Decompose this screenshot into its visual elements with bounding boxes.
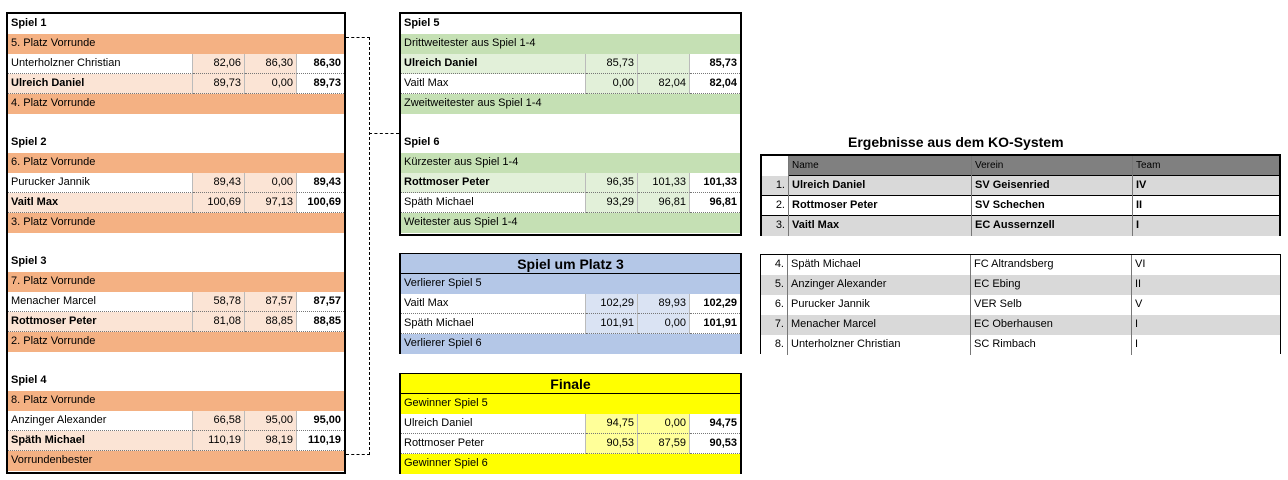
score-total: 89,43 xyxy=(297,173,344,193)
result-team: II xyxy=(1135,278,1142,290)
score-1: 93,29 xyxy=(586,193,638,213)
result-club: EC Aussernzell xyxy=(972,216,1133,236)
results-title: Ergebnisse aus dem KO-System xyxy=(848,134,1064,150)
result-rank: 6. xyxy=(761,295,788,315)
game-top-label: Kürzester aus Spiel 1-4 xyxy=(401,153,740,173)
result-rank: 3. xyxy=(762,216,789,236)
result-name: Späth Michael xyxy=(788,255,971,275)
score-total: 82,04 xyxy=(690,74,740,94)
player-row xyxy=(8,173,344,193)
player-row xyxy=(401,173,740,193)
result-club: EC Oberhausen xyxy=(971,315,1132,335)
player-row xyxy=(401,314,740,334)
player-name: Ulreich Daniel xyxy=(8,74,193,94)
player-name: Ulreich Daniel xyxy=(401,54,586,74)
result-name: Rottmoser Peter xyxy=(789,196,972,216)
result-rest-row xyxy=(761,295,1280,315)
player-name: Rottmoser Peter xyxy=(401,173,586,193)
player-row xyxy=(8,193,344,213)
result-rank: 1. xyxy=(762,176,789,196)
result-team: I xyxy=(1135,338,1139,350)
score-2: 98,19 xyxy=(245,431,297,451)
result-rank: 7. xyxy=(761,315,788,335)
game-top-label: 7. Platz Vorrunde xyxy=(8,272,344,292)
game-top-label: 6. Platz Vorrunde xyxy=(8,153,344,173)
results-rest-table xyxy=(760,254,1281,354)
result-team: VI xyxy=(1135,258,1146,270)
results-header-blank xyxy=(762,156,789,176)
player-name: Unterholzner Christian xyxy=(8,54,193,74)
player-row xyxy=(8,411,344,431)
results-header-2: Team xyxy=(1136,160,1161,171)
result-name: Unterholzner Christian xyxy=(788,335,971,355)
player-row xyxy=(401,74,740,94)
result-top-row xyxy=(762,196,1279,216)
game-title: Spiel 6 xyxy=(404,136,440,148)
result-top-row xyxy=(762,176,1279,196)
player-name: Rottmoser Peter xyxy=(8,312,193,332)
score-2: 0,00 xyxy=(638,314,690,334)
player-name: Vaitl Max xyxy=(8,193,193,213)
game-title: Spiel 1 xyxy=(11,17,47,29)
score-1: 94,75 xyxy=(586,414,638,434)
result-team: II xyxy=(1136,199,1143,211)
connector-vertical xyxy=(369,37,370,455)
score-total: 95,00 xyxy=(297,411,344,431)
game-title: Spiel 2 xyxy=(11,136,47,148)
result-club: SV Geisenried xyxy=(972,176,1133,196)
result-top-row xyxy=(762,216,1279,236)
spiel-5-6-block xyxy=(399,12,742,236)
score-2: 95,00 xyxy=(245,411,297,431)
result-rest-row xyxy=(761,335,1280,355)
game-title: Spiel 4 xyxy=(11,374,47,386)
player-name: Vaitl Max xyxy=(401,74,586,94)
player-name: Rottmoser Peter xyxy=(401,434,586,454)
score-total: 87,57 xyxy=(297,292,344,312)
score-total: 86,30 xyxy=(297,54,344,74)
player-row xyxy=(8,431,344,451)
result-rank: 8. xyxy=(761,335,788,355)
score-2: 87,59 xyxy=(638,434,690,454)
score-2: 0,00 xyxy=(245,74,297,94)
player-name: Purucker Jannik xyxy=(8,173,193,193)
player-row xyxy=(8,54,344,74)
score-1: 96,35 xyxy=(586,173,638,193)
game-bottom-label: 3. Platz Vorrunde xyxy=(8,213,344,233)
player-name: Menacher Marcel xyxy=(8,292,193,312)
score-2 xyxy=(638,54,690,74)
result-club: SC Rimbach xyxy=(971,335,1132,355)
result-team: I xyxy=(1135,318,1139,330)
score-2: 86,30 xyxy=(245,54,297,74)
score-2: 88,85 xyxy=(245,312,297,332)
game-top-label: 8. Platz Vorrunde xyxy=(8,391,344,411)
score-2: 87,57 xyxy=(245,292,297,312)
score-1: 90,53 xyxy=(586,434,638,454)
connector-bottom xyxy=(346,454,370,455)
score-total: 102,29 xyxy=(690,294,740,314)
result-rank: 2. xyxy=(762,196,789,216)
player-name: Anzinger Alexander xyxy=(8,411,193,431)
game-top-label: Verlierer Spiel 5 xyxy=(401,274,740,294)
player-name: Späth Michael xyxy=(8,431,193,451)
game-title: Spiel 5 xyxy=(404,17,440,29)
connector-top xyxy=(346,37,370,38)
player-row xyxy=(8,292,344,312)
game-bottom-label: Vorrundenbester xyxy=(8,451,344,471)
score-2: 96,81 xyxy=(638,193,690,213)
result-name: Menacher Marcel xyxy=(788,315,971,335)
results-header-row xyxy=(762,156,1279,176)
game-top-label: Drittweitester aus Spiel 1-4 xyxy=(401,34,740,54)
game-bottom-label: Zweitweitester aus Spiel 1-4 xyxy=(401,94,740,114)
score-1: 110,19 xyxy=(193,431,245,451)
score-total: 101,33 xyxy=(690,173,740,193)
score-1: 82,06 xyxy=(193,54,245,74)
score-total: 85,73 xyxy=(690,54,740,74)
score-2: 89,93 xyxy=(638,294,690,314)
player-row xyxy=(8,312,344,332)
score-1: 89,73 xyxy=(193,74,245,94)
result-rank: 4. xyxy=(761,255,788,275)
score-1: 85,73 xyxy=(586,54,638,74)
score-total: 101,91 xyxy=(690,314,740,334)
score-2: 82,04 xyxy=(638,74,690,94)
player-name: Späth Michael xyxy=(401,193,586,213)
player-row xyxy=(401,414,740,434)
finale-block xyxy=(399,373,742,474)
result-name: Vaitl Max xyxy=(789,216,972,236)
game-bottom-label: 4. Platz Vorrunde xyxy=(8,94,344,114)
game-top-label: Gewinner Spiel 5 xyxy=(401,394,740,414)
result-club: FC Altrandsberg xyxy=(971,255,1132,275)
score-1: 100,69 xyxy=(193,193,245,213)
score-total: 110,19 xyxy=(297,431,344,451)
player-name: Ulreich Daniel xyxy=(401,414,586,434)
score-total: 94,75 xyxy=(690,414,740,434)
results-top-table xyxy=(760,154,1281,236)
player-row xyxy=(401,434,740,454)
score-1: 0,00 xyxy=(586,74,638,94)
player-name: Vaitl Max xyxy=(401,294,586,314)
result-name: Anzinger Alexander xyxy=(788,275,971,295)
game-title: Spiel um Platz 3 xyxy=(401,254,740,274)
result-rank: 5. xyxy=(761,275,788,295)
game-bottom-label: Gewinner Spiel 6 xyxy=(401,454,740,474)
score-total: 88,85 xyxy=(297,312,344,332)
player-row xyxy=(401,193,740,213)
results-header-0: Name xyxy=(789,156,972,176)
result-name: Ulreich Daniel xyxy=(789,176,972,196)
score-2: 0,00 xyxy=(245,173,297,193)
result-rest-row xyxy=(761,275,1280,295)
player-row xyxy=(401,294,740,314)
score-2: 97,13 xyxy=(245,193,297,213)
result-rest-row xyxy=(761,255,1280,275)
result-rest-row xyxy=(761,315,1280,335)
score-1: 66,58 xyxy=(193,411,245,431)
game-bottom-label: Verlierer Spiel 6 xyxy=(401,334,740,354)
game-title: Finale xyxy=(401,374,740,394)
result-name: Purucker Jannik xyxy=(788,295,971,315)
score-total: 96,81 xyxy=(690,193,740,213)
connector-mid xyxy=(369,133,399,134)
platz3-block xyxy=(399,253,742,354)
player-row xyxy=(401,54,740,74)
left-bracket xyxy=(6,12,346,474)
game-title: Spiel 3 xyxy=(11,255,47,267)
score-total: 100,69 xyxy=(297,193,344,213)
result-team: I xyxy=(1136,219,1140,231)
results-header-1: Verein xyxy=(972,156,1133,176)
result-team: IV xyxy=(1136,179,1147,191)
game-bottom-label: Weitester aus Spiel 1-4 xyxy=(401,213,740,233)
score-1: 89,43 xyxy=(193,173,245,193)
result-club: VER Selb xyxy=(971,295,1132,315)
result-club: SV Schechen xyxy=(972,196,1133,216)
score-total: 89,73 xyxy=(297,74,344,94)
game-bottom-label: 2. Platz Vorrunde xyxy=(8,332,344,352)
result-team: V xyxy=(1135,298,1143,310)
score-1: 81,08 xyxy=(193,312,245,332)
game-top-label: 5. Platz Vorrunde xyxy=(8,34,344,54)
score-1: 58,78 xyxy=(193,292,245,312)
score-2: 101,33 xyxy=(638,173,690,193)
player-row xyxy=(8,74,344,94)
player-name: Späth Michael xyxy=(401,314,586,334)
score-1: 101,91 xyxy=(586,314,638,334)
score-total: 90,53 xyxy=(690,434,740,454)
score-1: 102,29 xyxy=(586,294,638,314)
score-2: 0,00 xyxy=(638,414,690,434)
result-club: EC Ebing xyxy=(971,275,1132,295)
